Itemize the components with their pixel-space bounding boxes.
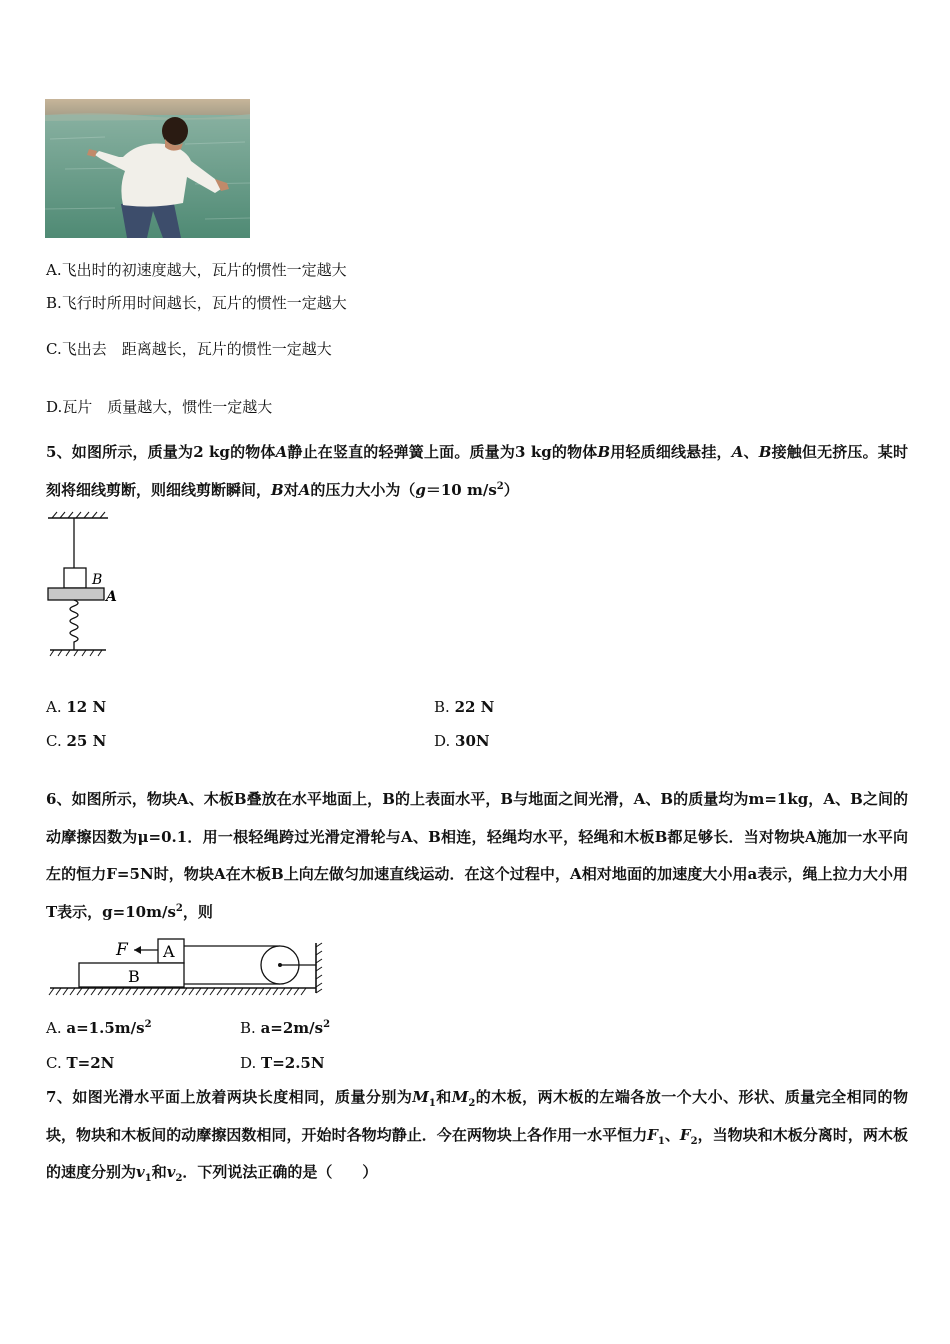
q6-figure-label-f: F — [116, 940, 128, 960]
photo-shore — [45, 99, 250, 115]
ground-hatch-line — [189, 988, 194, 995]
ground-hatch-line — [175, 988, 180, 995]
q5-number: 5、 — [46, 443, 72, 461]
ground-hatch-line — [119, 988, 124, 995]
ground-hatch-line — [98, 988, 103, 995]
ground-hatch-line — [133, 988, 138, 995]
ground-hatch-line — [238, 988, 243, 995]
ground-hatch-line — [301, 988, 306, 995]
ground-hatch-line — [105, 988, 110, 995]
ground-hatch-line — [182, 988, 187, 995]
q7-number: 7、 — [46, 1088, 73, 1106]
ground-hatch-line — [252, 988, 257, 995]
ground-hatch-line — [63, 988, 68, 995]
q4-option-b[interactable]: B.飞行时所用时间越长，瓦片的惯性一定越大 — [46, 294, 347, 312]
ground-hatch-line — [217, 988, 222, 995]
ground-hatch-line — [273, 988, 278, 995]
ground-hatch-line — [231, 988, 236, 995]
ground-hatch-line — [112, 988, 117, 995]
ground-hatch-line — [77, 988, 82, 995]
q5-option-c[interactable]: C. 25 N — [46, 732, 107, 750]
ground-hatch-line — [266, 988, 271, 995]
q6-figure-label-a: A — [163, 942, 175, 961]
ground-hatch-line — [168, 988, 173, 995]
q4-option-d[interactable]: D.瓦片 质量越大，惯性一定越大 — [46, 398, 273, 416]
ground-hatch-line — [91, 988, 96, 995]
ground-hatch-line — [140, 988, 145, 995]
ground-hatch-line — [161, 988, 166, 995]
man-skipping-stone-photo — [45, 99, 250, 238]
ground-hatch-line — [70, 988, 75, 995]
q6-number: 6、 — [46, 790, 72, 808]
ground-hatch-line — [147, 988, 152, 995]
q5-option-d[interactable]: D. 30N — [434, 732, 490, 750]
q6-figure-label-b: B — [128, 967, 140, 986]
ground-hatch-line — [280, 988, 285, 995]
ground-hatch-line — [259, 988, 264, 995]
q5-option-a[interactable]: A. 12 N — [46, 698, 107, 716]
ground-hatch-line — [154, 988, 159, 995]
ground-hatch-line — [245, 988, 250, 995]
q6-option-d[interactable]: D. T=2.5N — [240, 1054, 325, 1072]
ground-hatch-line — [287, 988, 292, 995]
q5-option-b[interactable]: B. 22 N — [434, 698, 495, 716]
q5-spring-figure — [40, 510, 140, 660]
ground-hatch-line — [84, 988, 89, 995]
ground-hatch-line — [210, 988, 215, 995]
q4-option-a[interactable]: A.飞出时的初速度越大，瓦片的惯性一定越大 — [46, 261, 347, 279]
q6-option-c[interactable]: C. T=2N — [46, 1054, 115, 1072]
photo-svg — [45, 99, 250, 238]
ground-hatch-line — [196, 988, 201, 995]
q5-spring — [70, 600, 78, 650]
q4-option-c[interactable]: C.飞出去 距离越长，瓦片的惯性一定越大 — [46, 340, 332, 358]
ground-hatch-line — [126, 988, 131, 995]
ground-hatch-line — [294, 988, 299, 995]
q5-block-b — [64, 568, 86, 588]
q5-figure-label-b: B — [92, 572, 103, 588]
q6-stem: 6、如图所示，物块A、木板B叠放在水平地面上，B的上表面水平，B与地面之间光滑，A、B的质量均为m=1kg，A、B之间的动摩擦因数为μ=0.1．用一根轻绳跨过光滑定滑轮与A、B相连，轻绳均水平，轻绳和木板B都足够长．当对物块A施加一水平向左的恒力F=5N时，物块A在木板B上向左做匀加速直线运动．在这个过程中，A相对地面的加速度大小用a表示，绳上拉力大小用T表示，$g=10m/s^2$，则 — [46, 790, 909, 921]
q5-stem: 5、如图所示，质量为2 kg的物体A静止在竖直的轻弹簧上面。质量为3 kg的物体B用轻质细线悬挂，A、B接触但无挤压。某时刻将细线剪断，则细线剪断瞬间，B对A的压力大小为（g＝10 $m/s^2$） — [46, 443, 908, 499]
ground-hatch-line — [203, 988, 208, 995]
q7-stem: 7、如图光滑水平面上放着两块长度相同，质量分别为$M_1$和$M_2$的木板，两木板的左端各放一个大小、形状、质量完全相同的物块，物块和木板间的动摩擦因数相同，开始时各物均静止．今在两物块上各作用一水平恒力$F_1$、$F_2$，当物块和木板分离时，两木板的速度分别为$v_1$和$v_2$．下列说法正确的是（ ） — [46, 1088, 908, 1184]
ground-hatch-line — [56, 988, 61, 995]
q6-option-b[interactable]: B. $a=2m/s^2$ — [240, 1019, 331, 1037]
q6-pulley-figure — [48, 935, 338, 1005]
q6-option-a[interactable]: A. $a=1.5m/s^2$ — [46, 1019, 152, 1037]
ground-hatch-line — [49, 988, 54, 995]
ground-hatch-line — [224, 988, 229, 995]
q5-block-a — [48, 588, 104, 600]
q5-figure-label-a: A — [106, 589, 117, 605]
